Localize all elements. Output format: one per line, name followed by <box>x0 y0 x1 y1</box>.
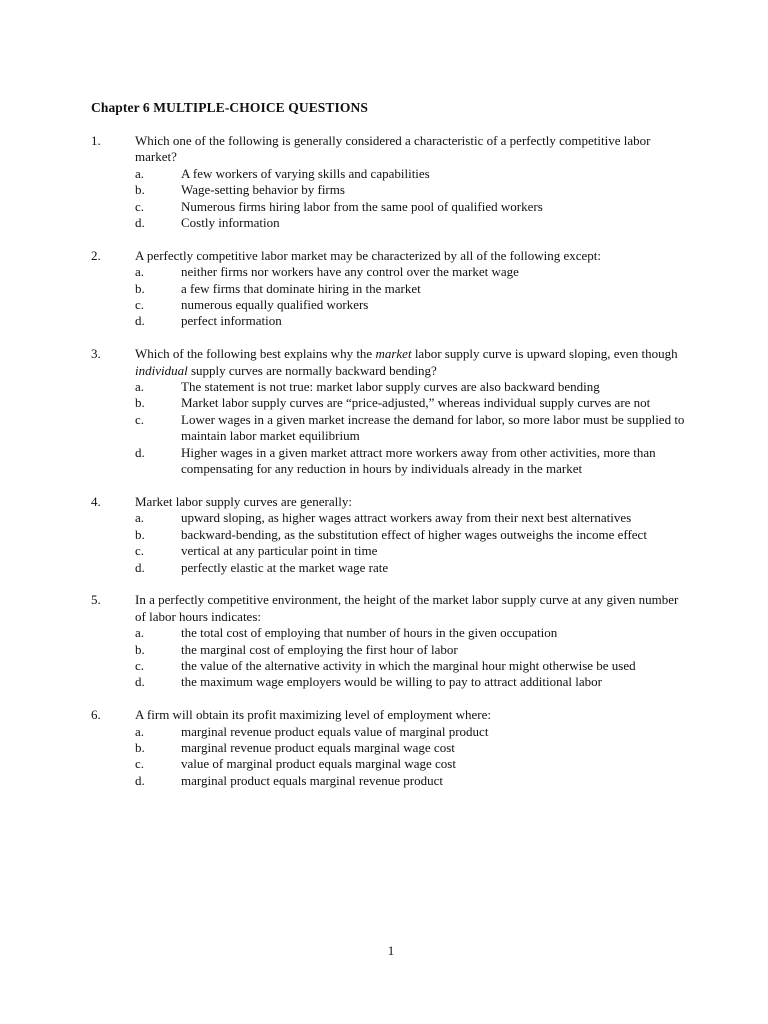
option-text: Market labor supply curves are “price-adjusted,” whereas individual supply curves are not <box>181 395 651 411</box>
option-letter: c. <box>135 297 145 313</box>
answer-option <box>91 215 691 231</box>
option-text: backward-bending, as the substitution effect of higher wages outweighs the income effect <box>181 526 647 542</box>
option-letter: b. <box>135 395 145 411</box>
question-stem: Which one of the following is generally considered a characteristic of a perfectly competitive labor market? <box>135 133 651 165</box>
option-letter: a. <box>135 379 145 395</box>
option-letter: d. <box>135 313 145 329</box>
answer-option <box>91 658 691 674</box>
page-number: 1 <box>387 943 395 958</box>
answer-option <box>91 543 691 559</box>
answer-option <box>91 395 691 411</box>
answer-option <box>91 625 691 641</box>
question-number: 4. <box>91 493 101 509</box>
option-letter: a. <box>135 264 145 280</box>
question-6 <box>91 707 691 789</box>
option-text: Lower wages in a given market increase the demand for labor, so more labor must be supplied to maintain labor market equilibrium <box>181 411 685 444</box>
option-text: perfectly elastic at the market wage rate <box>181 559 389 575</box>
option-text: numerous equally qualified workers <box>181 297 369 313</box>
option-text: Numerous firms hiring labor from the same pool of qualified workers <box>181 198 543 214</box>
question-stem: Which of the following best explains why the market labor supply curve is upward sloping, even though individual supply curves are normally backward bending? <box>135 346 678 378</box>
question-stem: Market labor supply curves are generally: <box>135 493 352 509</box>
option-letter: a. <box>135 723 145 739</box>
answer-option <box>91 724 691 740</box>
option-text: marginal revenue product equals value of marginal product <box>181 723 489 739</box>
question-5 <box>91 592 691 690</box>
option-text: the total cost of employing that number of hours in the given occupation <box>181 625 558 641</box>
option-letter: b. <box>135 641 145 657</box>
question-4 <box>91 494 691 576</box>
answer-option <box>91 510 691 526</box>
question-stem: A perfectly competitive labor market may be characterized by all of the following except: <box>135 247 602 263</box>
question-1 <box>91 133 691 231</box>
option-text: Wage-setting behavior by firms <box>181 182 345 198</box>
question-number: 1. <box>91 133 101 148</box>
option-letter: d. <box>135 674 145 690</box>
option-letter: c. <box>135 543 145 559</box>
answer-option <box>91 756 691 772</box>
option-text: the maximum wage employers would be willing to pay to attract additional labor <box>181 674 602 690</box>
option-text: marginal product equals marginal revenue product <box>181 772 443 788</box>
answer-option <box>91 642 691 658</box>
option-text: A few workers of varying skills and capabilities <box>181 165 430 181</box>
question-2 <box>91 248 691 330</box>
answer-option <box>91 740 691 756</box>
option-letter: d. <box>135 772 145 788</box>
option-letter: d. <box>135 559 145 575</box>
answer-option <box>91 199 691 215</box>
option-letter: a. <box>135 510 145 526</box>
option-text: marginal revenue product equals marginal wage cost <box>181 739 455 755</box>
option-text: The statement is not true: market labor supply curves are also backward bending <box>181 379 600 395</box>
option-letter: b. <box>135 526 145 542</box>
question-number: 5. <box>91 592 101 608</box>
option-letter: c. <box>135 411 145 427</box>
answer-option <box>91 379 691 395</box>
answer-option <box>91 264 691 280</box>
option-letter: d. <box>135 444 145 460</box>
answer-option <box>91 182 691 198</box>
option-text: a few firms that dominate hiring in the market <box>181 280 421 296</box>
question-stem: A firm will obtain its profit maximizing level of employment where: <box>135 707 491 723</box>
question-3 <box>91 346 691 477</box>
option-letter: c. <box>135 198 145 214</box>
option-text: the marginal cost of employing the first hour of labor <box>181 641 458 657</box>
answer-option <box>91 281 691 297</box>
question-number: 2. <box>91 247 101 263</box>
option-text: the value of the alternative activity in which the marginal hour might otherwise be used <box>181 657 636 673</box>
option-text: Higher wages in a given market attract more workers away from other activities, more than compensating for any reduction in hours by individuals already in the market <box>181 444 656 477</box>
answer-option <box>91 773 691 789</box>
answer-option <box>91 674 691 690</box>
answer-option <box>91 560 691 576</box>
option-text: upward sloping, as higher wages attract workers away from their next best alternatives <box>181 510 632 526</box>
answer-option <box>91 313 691 329</box>
option-letter: b. <box>135 739 145 755</box>
option-text: perfect information <box>181 313 282 329</box>
option-letter: c. <box>135 756 145 772</box>
question-number: 6. <box>91 707 101 723</box>
option-text: vertical at any particular point in time <box>181 543 378 559</box>
option-text: value of marginal product equals marginal wage cost <box>181 756 456 772</box>
question-number: 3. <box>91 346 101 362</box>
question-list <box>91 133 691 806</box>
option-text: Costly information <box>181 215 280 231</box>
answer-option <box>91 445 691 478</box>
option-letter: a. <box>135 165 145 181</box>
answer-option <box>91 412 691 445</box>
answer-option <box>91 297 691 313</box>
answer-option <box>91 166 691 182</box>
option-text: neither firms nor workers have any control over the market wage <box>181 264 519 280</box>
page-title: Chapter 6 MULTIPLE-CHOICE QUESTIONS <box>91 100 368 115</box>
emphasis-individual: individual <box>135 362 188 378</box>
question-stem: In a perfectly competitive environment, the height of the market labor supply curve at any given number of labor hours indicates: <box>135 592 679 624</box>
option-letter: c. <box>135 657 145 673</box>
answer-option <box>91 527 691 543</box>
option-letter: a. <box>135 625 145 641</box>
option-letter: b. <box>135 182 145 198</box>
option-letter: d. <box>135 215 145 231</box>
emphasis-market: market <box>375 346 412 362</box>
option-letter: b. <box>135 280 145 296</box>
